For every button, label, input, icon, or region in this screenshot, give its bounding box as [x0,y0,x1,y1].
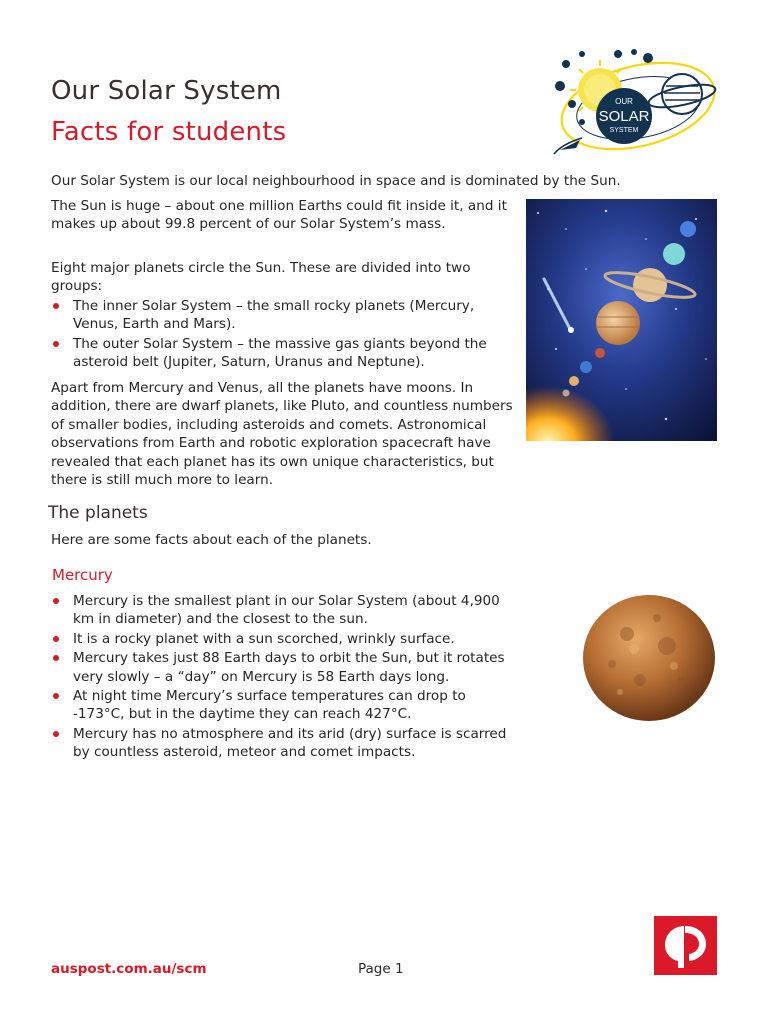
planets-intro: Here are some facts about each of the planets. [51,532,372,548]
neptune [680,221,696,237]
solar-system-illustration [526,199,717,441]
earth [580,361,592,373]
page-title: Our Solar System [51,76,282,106]
planet-groups-list [51,297,521,373]
bullet-icon [53,731,59,737]
logo-text-system: SYSTEM [609,127,639,134]
ringed-planet-icon [647,74,717,114]
mars [595,348,605,358]
bullet-icon [53,303,59,309]
list-item: Mercury is the smallest plant in our Solar System (about 4,900 km in diameter) and the closest to the sun. [51,592,521,629]
bullet-icon [53,341,59,347]
moons-paragraph: Apart from Mercury and Venus, all the planets have moons. In addition, there are dwarf planets, like Pluto, and countless numbers of smaller bodies, including asteroids and comets. Astronomical observations from Earth and robotic exploration spacecraft have revealed that each planet has its own unique characteristics, but there is still much more to learn. [51,380,513,489]
page-subtitle: Facts for students [51,117,287,147]
bullet-icon [53,598,59,604]
planets-heading: The planets [48,503,148,523]
uranus [663,243,685,265]
list-item: Mercury has no atmosphere and its arid (dry) surface is scarred by countless asteroid, meteor and comet impacts. [51,725,521,762]
logo-text-solar: SOLAR [598,108,650,125]
page-number: Page 1 [358,961,404,977]
bullet-icon [53,655,59,661]
list-item: The inner Solar System – the small rocky planets (Mercury, Venus, Earth and Mars). [51,297,521,334]
planet-groups-paragraph: Eight major planets circle the Sun. These are divided into two groups: [51,260,471,295]
sun-paragraph: The Sun is huge – about one million Earths could fit inside it, and it makes up about 99.8 percent of our Solar System’s mass. [51,198,507,233]
our-solar-system-logo [552,46,720,164]
rocket-icon [554,138,582,154]
bullet-icon [53,636,59,642]
list-item: Mercury takes just 88 Earth days to orbit the Sun, but it rotates very slowly – a “day” on Mercury is 58 Earth days long. [51,649,521,686]
mercury-planet-image [582,594,717,722]
jupiter [596,301,640,345]
logo-text-our: OUR [615,97,633,106]
australia-post-logo [654,916,717,975]
mercury-heading: Mercury [52,566,113,584]
bullet-icon [53,693,59,699]
mercury-small [563,390,570,397]
sun-glow [526,349,636,441]
intro-paragraph: Our Solar System is our local neighbourhood in space and is dominated by the Sun. [51,173,621,189]
footer-website-link[interactable]: auspost.com.au/scm [51,961,207,977]
list-item: At night time Mercury’s surface temperatures can drop to -173°C, but in the daytime they can reach 427°C. [51,687,521,724]
mercury-facts-list [51,592,521,763]
list-item: The outer Solar System – the massive gas giants beyond the asteroid belt (Jupiter, Saturn, Uranus and Neptune). [51,335,521,372]
list-item: It is a rocky planet with a sun scorched, wrinkly surface. [51,630,521,648]
venus [569,376,579,386]
